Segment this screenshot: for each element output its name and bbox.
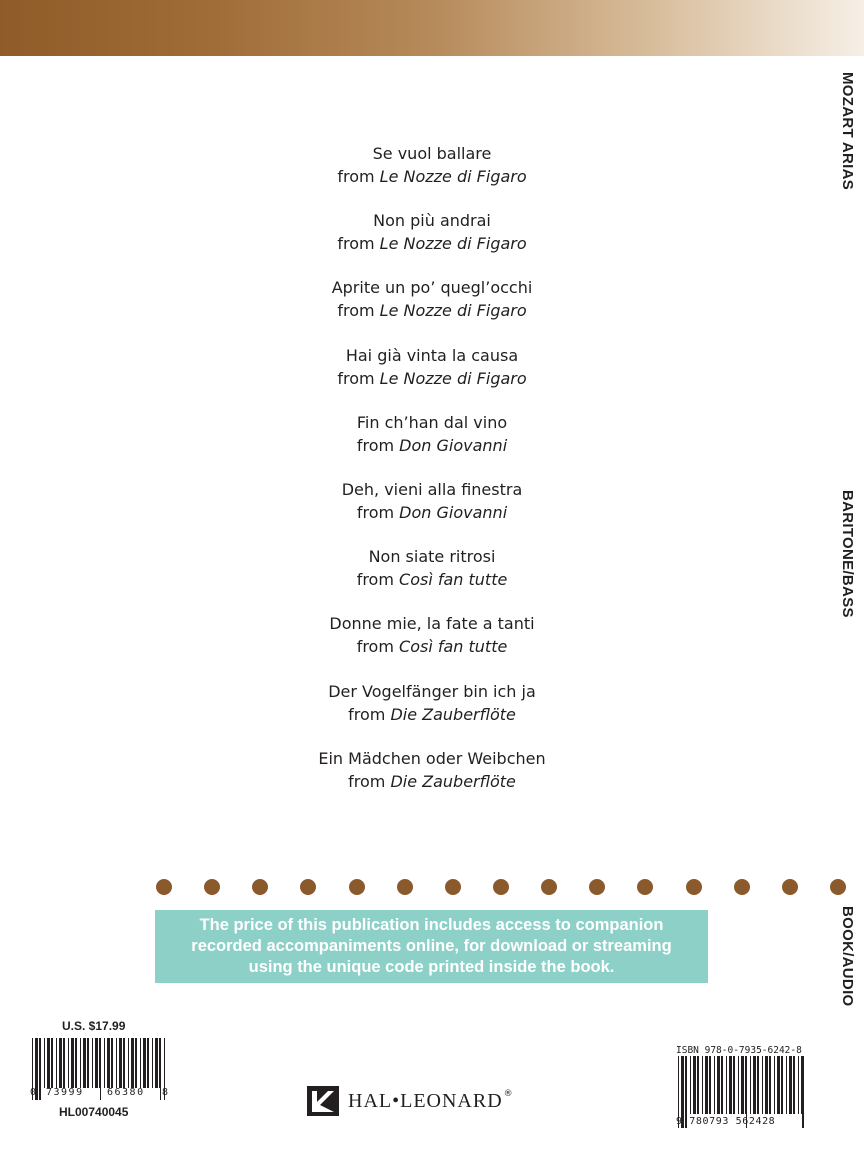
song-entry [272,545,592,612]
song-title: Donne mie, la fate a tanti [329,614,535,634]
dot [782,879,798,895]
song-entry [272,344,592,411]
dot [252,879,268,895]
opera-title: Le Nozze di Figaro [379,301,527,321]
song-title: Fin ch’han dal vino [356,412,508,432]
song-title: Ein Mädchen oder Weibchen [318,748,546,768]
dot [156,879,172,895]
song-source [272,501,592,524]
song-entry [272,747,592,814]
from-word: from [356,637,400,657]
song-title: Se vuol ballare [372,144,492,163]
opera-title: Die Zauberflöte [390,704,516,724]
opera-title: Le Nozze di Figaro [379,167,527,186]
song-entry [272,276,592,343]
spine-voice-type: BARITONE/BASS [839,490,856,618]
publisher-name: HAL•LEONARD [348,1089,503,1112]
opera-title: Così fan tutte [399,637,508,657]
hal-leonard-mark-icon [306,1085,340,1117]
dot [397,879,413,895]
song-entry [272,680,592,747]
from-word: from [356,570,400,590]
notice-line: recorded accompaniments online, for download or streaming [191,937,672,955]
song-entry [272,411,592,478]
spine-series-title: MOZART ARIAS [839,72,856,191]
dot [830,879,846,895]
from-word: from [337,301,380,321]
opera-title: Don Giovanni [399,502,508,522]
song-source [272,635,592,658]
dot [686,879,702,895]
dot [349,879,365,895]
song-entry [272,209,592,276]
song-source [272,232,592,255]
song-source [272,299,592,322]
from-word: from [337,368,380,388]
notice-line: using the unique code printed inside the book. [248,958,615,976]
song-title: Hai già vinta la causa [345,345,519,365]
from-word: from [356,435,400,455]
song-source [272,703,592,726]
spine-format: BOOK/AUDIO [839,906,856,1007]
from-word: from [348,771,391,791]
from-word: from [337,167,380,186]
upc-digit-first: 0 [30,1087,37,1098]
dot [204,879,220,895]
song-title: Aprite un po’ quegl’occhi [331,278,533,298]
upc-digits-left: 73999 [46,1087,84,1098]
upc-digit-last: 8 [162,1087,169,1098]
isbn-label: ISBN 978-0-7935-6242-8 [676,1045,802,1056]
song-title: Deh, vieni alla finestra [341,479,523,499]
song-entry [272,612,592,679]
decorative-dot-row [156,879,846,897]
from-word: from [348,704,391,724]
dot [445,879,461,895]
song-source [272,367,592,390]
publisher-logo [306,1083,513,1119]
song-list [272,142,592,814]
opera-title: Die Zauberflöte [390,771,516,791]
song-entry [272,478,592,545]
notice-line: The price of this publication includes access to companion [199,916,664,934]
song-source [272,165,592,188]
item-code: HL00740045 [59,1105,129,1119]
dot [541,879,557,895]
retail-price: U.S. $17.99 [62,1019,126,1033]
upc-digits-right: 66380 [107,1087,145,1098]
song-source [272,434,592,457]
song-title: Non siate ritrosi [368,547,496,567]
opera-title: Le Nozze di Figaro [379,368,527,388]
opera-title: Don Giovanni [399,435,508,455]
opera-title: Così fan tutte [399,570,508,590]
audio-access-notice [155,910,708,983]
song-title: Der Vogelfänger bin ich ja [328,681,536,701]
registered-mark: ® [503,1089,513,1099]
dot [589,879,605,895]
song-title: Non più andrai [373,211,491,231]
song-source [272,568,592,591]
from-word: from [337,234,380,254]
from-word: from [356,502,400,522]
song-source [272,770,592,793]
dot [734,879,750,895]
header-color-band [0,0,864,56]
dot [637,879,653,895]
isbn-barcode-digits: 9 780793 562428 [676,1116,776,1127]
dot [493,879,509,895]
song-entry [272,142,592,209]
dot [300,879,316,895]
opera-title: Le Nozze di Figaro [379,234,527,254]
